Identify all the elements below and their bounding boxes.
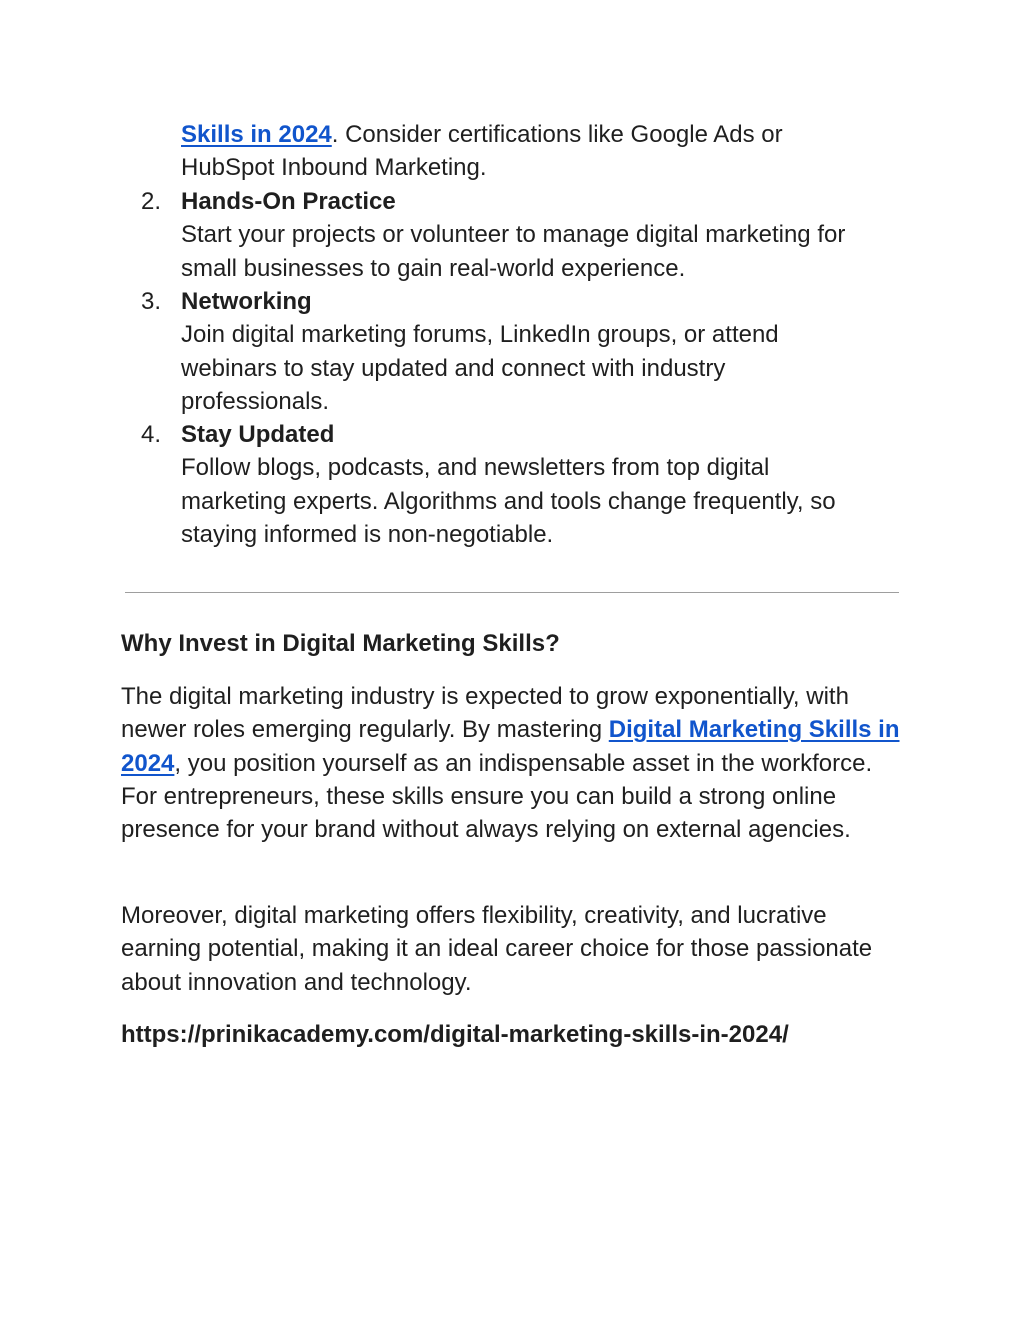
paragraph-text: , you position yourself as an indispensable asset in the workforce. For entrepreneurs, these skills ensure you can build a strong online presence for your brand without always relying on external agencies. xyxy=(121,749,873,844)
section-paragraph-1 xyxy=(121,680,911,846)
list-item-continuation xyxy=(121,118,901,185)
list-number: 2. xyxy=(140,188,161,215)
source-url: https://prinikacademy.com/digital-marketing-skills-in-2024/ xyxy=(121,1021,789,1048)
list-item-title: Stay Updated xyxy=(181,421,335,448)
list-item-description: Join digital marketing forums, LinkedIn groups, or attend webinars to stay updated and connect with industry professionals. xyxy=(181,321,779,415)
horizontal-divider xyxy=(125,592,899,593)
list-item-description: Follow blogs, podcasts, and newsletters from top digital marketing experts. Algorithms and tools change frequently, so staying informed is non-negotiable. xyxy=(181,454,836,548)
paragraph-text: The digital marketing industry is expected to grow exponentially, with newer roles emerging regularly. By mastering xyxy=(121,683,849,744)
list-item-title: Networking xyxy=(181,288,312,315)
list-item-description: Start your projects or volunteer to manage digital marketing for small businesses to gain real-world experience. xyxy=(181,221,846,282)
list-number: 4. xyxy=(140,421,161,448)
list-number: 3. xyxy=(140,288,161,315)
list-item-title: Hands-On Practice xyxy=(181,188,396,215)
continuation-text: . Consider certifications like Google Ads or HubSpot Inbound Marketing. xyxy=(181,121,783,182)
section-paragraph-2: Moreover, digital marketing offers flexibility, creativity, and lucrative earning potential, making it an ideal career choice for those passionate about innovation and technology. xyxy=(121,902,873,996)
digital-marketing-skills-link[interactable]: Digital Marketing Skills in 2024 xyxy=(121,716,900,777)
section-heading: Why Invest in Digital Marketing Skills? xyxy=(121,630,560,657)
skills-2024-link[interactable]: Skills in 2024 xyxy=(181,121,332,148)
